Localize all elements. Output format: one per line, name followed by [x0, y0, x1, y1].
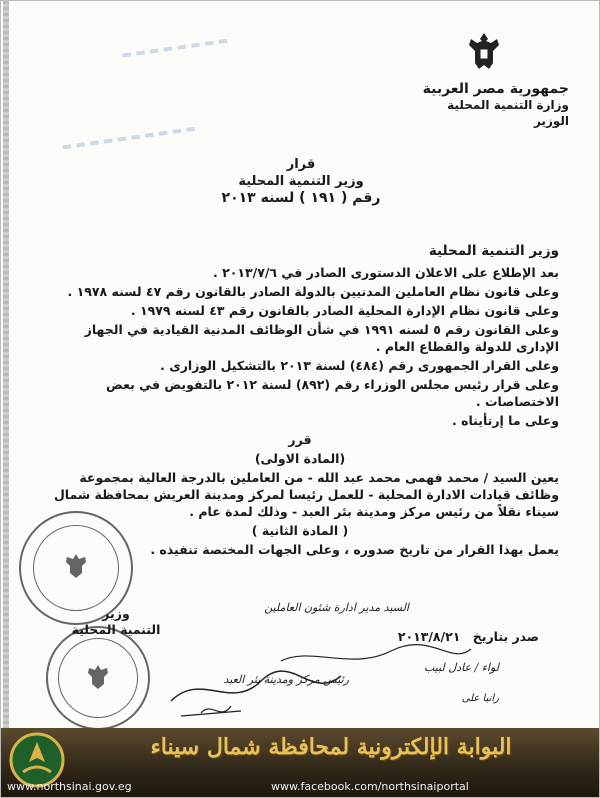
- decree-title-block: [151, 156, 451, 207]
- article2-text: يعمل بهذا القرار من تاريخ صدوره ، وعلى الجهات المختصة تنفيذه .: [150, 542, 559, 557]
- handwritten-initials: رانيا على: [461, 693, 499, 704]
- preamble-paragraph: بعد الإطلاع على الاعلان الدستورى الصادر في ٢٠١٣/٧/٦ .: [213, 265, 559, 280]
- preamble-paragraph: وعلى القرار الجمهورى رقم (٤٨٤) لسنة ٢٠١٣ بالتشكيل الوزارى .: [160, 358, 559, 373]
- article1-title: (المادة الاولى): [254, 451, 346, 466]
- stamp-eagle-icon: [87, 664, 109, 690]
- preamble-paragraph: وعلى ما إرتأيناه .: [451, 413, 559, 428]
- watermark: ▬ ▬ ▬ ▬ ▬ ▬ ▬ ▬: [120, 33, 230, 62]
- portal-footer-banner: [1, 728, 600, 798]
- signature-role: التنمية المحلية: [71, 622, 161, 637]
- eagle-emblem-icon: [467, 31, 501, 73]
- decree-issuer: وزير التنمية المحلية: [238, 174, 364, 189]
- ministry-stamp: [46, 626, 150, 730]
- handwritten-note: رئيس مركز ومدينة بئر العبد: [223, 673, 349, 686]
- issued-label: صدر بتاريخ: [472, 629, 539, 644]
- letterhead-office: الوزير: [533, 114, 569, 128]
- preamble-paragraph: وعلى قانون نظام العاملين المدنيين بالدولة الصادر بالقانون رقم ٤٧ لسنه ١٩٧٨ .: [67, 284, 559, 299]
- issued-date: ٢٠١٣/٨/٢١: [397, 629, 461, 644]
- letterhead-country: جمهورية مصر العربية: [422, 81, 569, 97]
- body-heading: وزير التنمية المحلية: [428, 243, 559, 259]
- decree-body: [41, 243, 559, 560]
- handwritten-note: السيد مدير ادارة شئون العاملين: [264, 601, 409, 614]
- minister-signature-block: [61, 606, 171, 638]
- portal-title: البوابة الإلكترونية لمحافظة شمال سيناء: [150, 734, 512, 760]
- signature-title: وزير: [102, 606, 130, 621]
- letterhead: [399, 31, 569, 129]
- scan-edge: [3, 1, 9, 741]
- website-link[interactable]: www.northsinai.gov.eg: [7, 780, 132, 793]
- issued-date-line: [398, 629, 539, 644]
- decree-label: قرار: [286, 157, 316, 172]
- decided-heading: قرر: [288, 432, 312, 447]
- handwritten-note: لواء / عادل لبيب: [423, 661, 499, 674]
- preamble-paragraph: وعلى قانون نظام الإدارة المحلية الصادر بالقانون رقم ٤٣ لسنه ١٩٧٩ .: [130, 303, 559, 318]
- preamble-paragraph: وعلى قرار رئيس مجلس الوزراء رقم (٨٩٢) لسنة ٢٠١٢ بالتفويض في بعض الاختصاصات .: [106, 377, 559, 409]
- handwritten-signatures: [161, 641, 481, 721]
- stamp-eagle-icon: [65, 553, 87, 579]
- watermark: ▬ ▬ ▬ ▬ ▬ ▬ ▬ ▬ ▬ ▬: [60, 121, 197, 154]
- footer-links: [1, 778, 600, 796]
- article2-title: ( المادة الثانية ): [251, 523, 349, 538]
- facebook-link[interactable]: www.facebook.com/northsinaiportal: [271, 780, 469, 793]
- letterhead-ministry: وزارة التنمية المحلية: [447, 98, 569, 112]
- decree-number: رقم ( ١٩١ ) لسنه ٢٠١٣: [221, 190, 381, 206]
- preamble-paragraph: وعلى القانون رقم ٥ لسنه ١٩٩١ في شأن الوظائف المدنية القيادية في الجهاز الإدارى للدولة والقطاع العام .: [84, 322, 559, 354]
- article1-text: يعين السيد / محمد فهمى محمد عبد الله - من العاملين بالدرجة العالية بمجموعة وظائف قيادات الادارة المحلية - للعمل رئيسا لمركز ومدينة العريش بمحافظة شمال سيناء نقلاً من رئيس مركز ومدينة بئر العبد - وذلك لمدة عام .: [53, 470, 559, 519]
